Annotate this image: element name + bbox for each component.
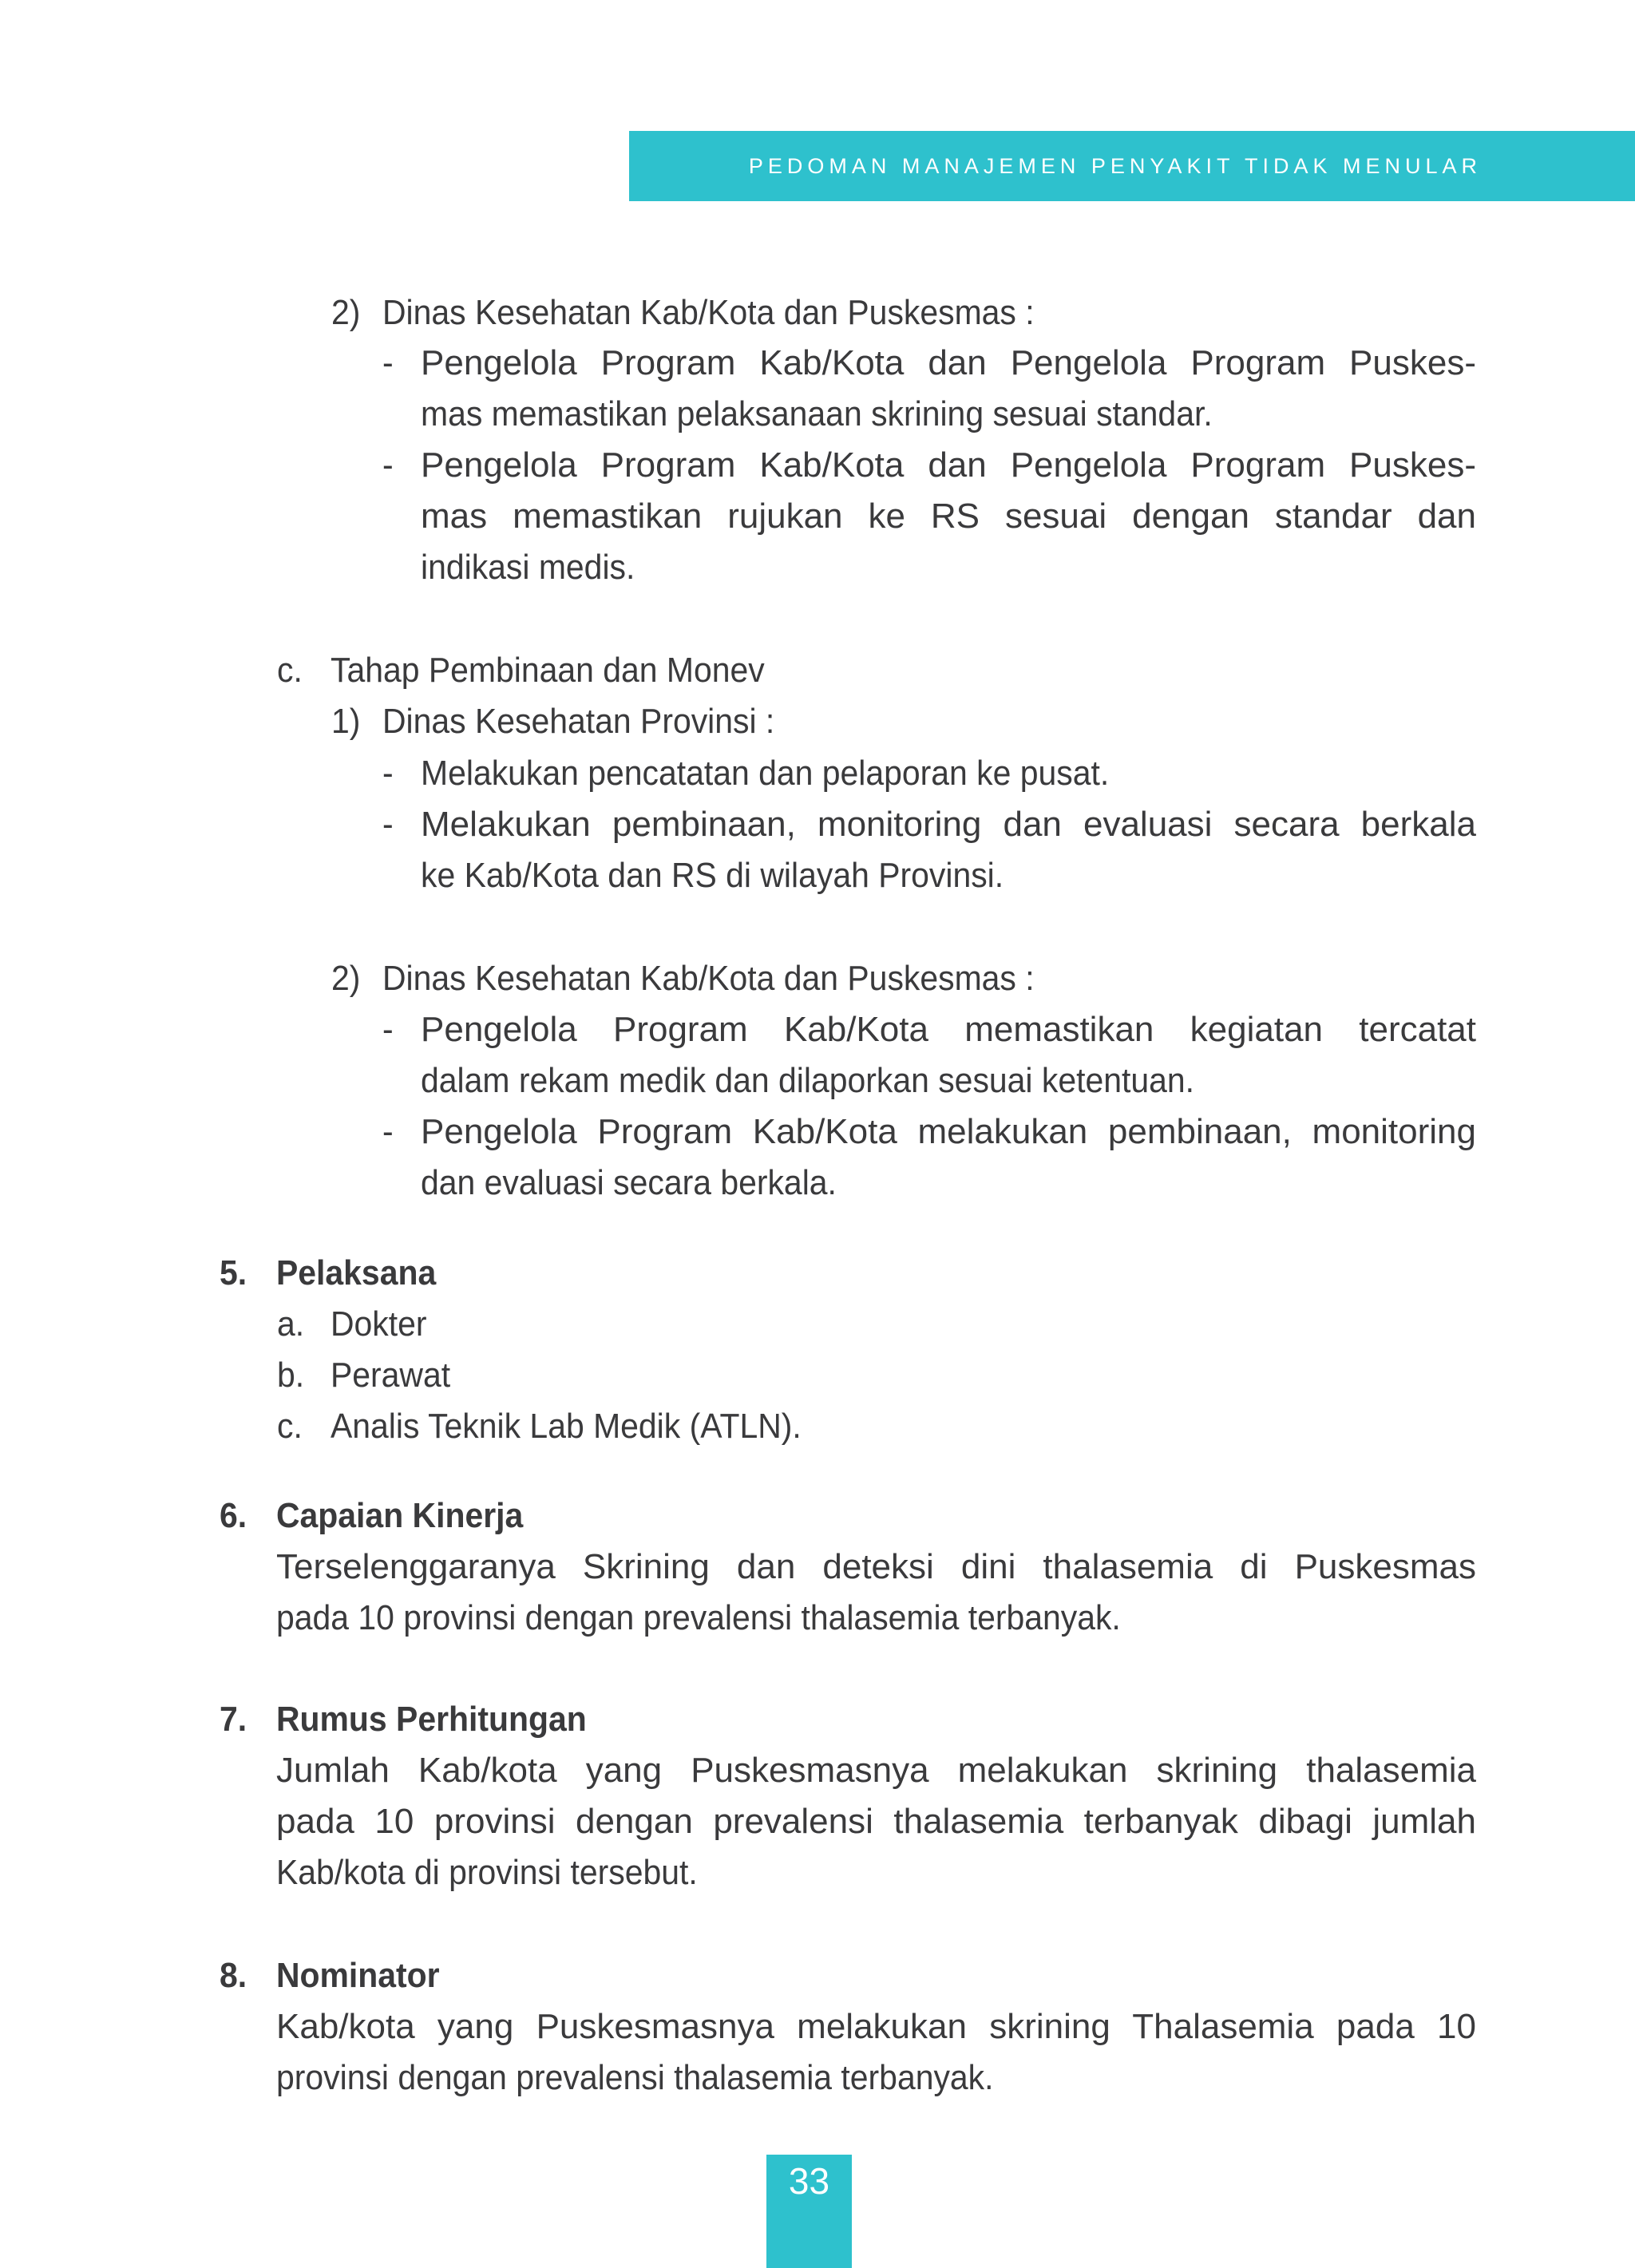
list-letter: c. bbox=[277, 1407, 303, 1446]
section-title: Rumus Perhitungan bbox=[276, 1700, 587, 1739]
item-number: 2) bbox=[331, 959, 361, 998]
running-header-title: PEDOMAN MANAJEMEN PENYAKIT TIDAK MENULAR bbox=[748, 154, 1482, 178]
section-number: 7. bbox=[220, 1700, 247, 1739]
section-number: 8. bbox=[220, 1956, 247, 1995]
bullet-text: Melakukan pencatatan dan pelaporan ke pusat. bbox=[421, 754, 1110, 793]
section-paragraph: Terselenggaranya Skrining dan deteksi dini thalasemia di Puskesmas bbox=[276, 1547, 1476, 1586]
section-title: Capaian Kinerja bbox=[276, 1496, 524, 1535]
page-number-badge bbox=[766, 2155, 852, 2268]
bullet-text: mas memastikan rujukan ke RS sesuai dengan standar dan bbox=[421, 497, 1476, 536]
list-item: Analis Teknik Lab Medik (ATLN). bbox=[331, 1407, 802, 1446]
section-paragraph: provinsi dengan prevalensi thalasemia terbanyak. bbox=[276, 2058, 994, 2097]
bullet-dash: - bbox=[382, 1112, 394, 1151]
section-paragraph: Jumlah Kab/kota yang Puskesmasnya melakukan skrining thalasemia bbox=[276, 1751, 1476, 1790]
section-paragraph: Kab/kota yang Puskesmasnya melakukan skrining Thalasemia pada 10 bbox=[276, 2007, 1476, 2046]
bullet-text: dan evaluasi secara berkala. bbox=[421, 1163, 837, 1202]
bullet-dash: - bbox=[382, 805, 394, 844]
subsection-letter: c. bbox=[277, 651, 303, 690]
section-paragraph: pada 10 provinsi dengan prevalensi thalasemia terbanyak. bbox=[276, 1598, 1121, 1637]
bullet-text: Melakukan pembinaan, monitoring dan evaluasi secara berkala bbox=[421, 805, 1476, 844]
section-title: Nominator bbox=[276, 1956, 440, 1995]
bullet-dash: - bbox=[382, 343, 394, 382]
list-letter: a. bbox=[277, 1304, 305, 1344]
bullet-text: Pengelola Program Kab/Kota memastikan kegiatan tercatat bbox=[421, 1010, 1476, 1049]
item-title: Dinas Kesehatan Kab/Kota dan Puskesmas : bbox=[382, 293, 1035, 332]
item-title: Dinas Kesehatan Kab/Kota dan Puskesmas : bbox=[382, 959, 1035, 998]
bullet-text: Pengelola Program Kab/Kota dan Pengelola Program Puskes- bbox=[421, 445, 1476, 485]
list-item: Perawat bbox=[331, 1356, 451, 1395]
page-number: 33 bbox=[788, 2160, 830, 2202]
item-number: 2) bbox=[331, 293, 361, 332]
item-title: Dinas Kesehatan Provinsi : bbox=[382, 702, 775, 741]
subsection-title: Tahap Pembinaan dan Monev bbox=[331, 651, 765, 690]
header-band bbox=[629, 131, 1635, 201]
bullet-text: indikasi medis. bbox=[421, 548, 635, 587]
bullet-dash: - bbox=[382, 754, 394, 793]
bullet-text: mas memastikan pelaksanaan skrining sesuai standar. bbox=[421, 394, 1213, 433]
bullet-dash: - bbox=[382, 1010, 394, 1049]
list-letter: b. bbox=[277, 1356, 305, 1395]
bullet-text: ke Kab/Kota dan RS di wilayah Provinsi. bbox=[421, 856, 1004, 895]
section-title: Pelaksana bbox=[276, 1253, 437, 1292]
section-paragraph: pada 10 provinsi dengan prevalensi thalasemia terbanyak dibagi jumlah bbox=[276, 1802, 1476, 1841]
bullet-text: Pengelola Program Kab/Kota dan Pengelola Program Puskes- bbox=[421, 343, 1476, 382]
section-number: 5. bbox=[220, 1253, 247, 1292]
list-item: Dokter bbox=[331, 1304, 427, 1344]
item-number: 1) bbox=[331, 702, 361, 741]
bullet-dash: - bbox=[382, 445, 394, 485]
section-number: 6. bbox=[220, 1496, 247, 1535]
section-paragraph: Kab/kota di provinsi tersebut. bbox=[276, 1853, 698, 1892]
bullet-text: dalam rekam medik dan dilaporkan sesuai ketentuan. bbox=[421, 1061, 1195, 1100]
bullet-text: Pengelola Program Kab/Kota melakukan pembinaan, monitoring bbox=[421, 1112, 1476, 1151]
